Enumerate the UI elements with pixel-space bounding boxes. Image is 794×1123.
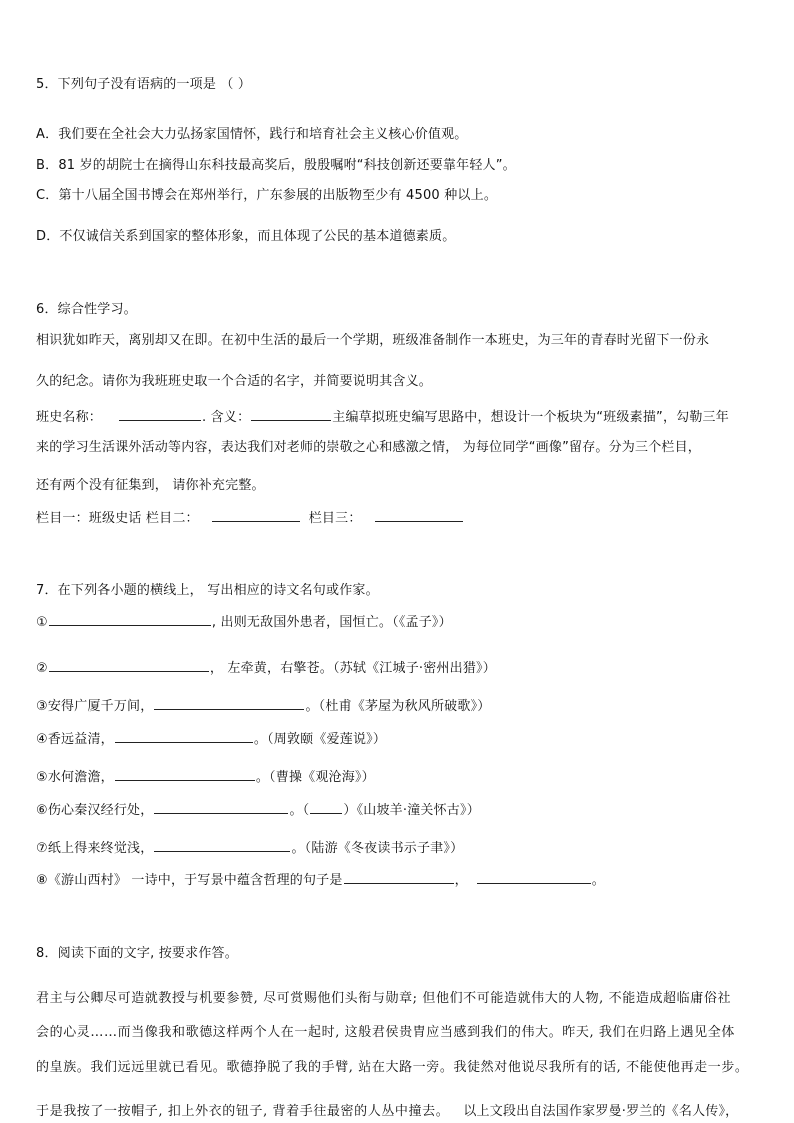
q8-passage-line-4 [36,1103,738,1121]
q8-passage-line-1: 君主与公卿尽可造就教授与机要参赞, 尽可赏赐他们头衔与勋章; 但他们不可能造就伟大的人物, 不能造成超临庸俗社 [36,991,732,1006]
q5-option-d: D．不仅诚信关系到国家的整体形象，而且体现了公民的基本道德素质。 [36,229,456,244]
poem-blank-7[interactable] [154,838,290,852]
source-note: 以上文段出自法国作家罗曼·罗兰的《名人传》， [463,1104,739,1119]
q6-complete-line: 还有两个没有征集到， 请你补充完整。 [36,478,265,493]
poem-blank-2[interactable] [49,658,209,672]
q7-item-4: ④香远益清， 。（周敦颐《爱莲说》） [36,729,386,749]
q5-stem: 5．下列句子没有语病的一项是 （ ） [36,77,252,92]
columns-text: 栏目一：班级史话 栏目二： [36,511,199,526]
poem-blank-8b[interactable] [477,870,591,884]
q8-stem: 8．阅读下面的文字, 按要求作答。 [36,946,238,961]
q7-item-5: ⑤水何澹澹， 。（曹操《观沧海》） [36,767,375,787]
q7-item-8: ⑧《游山西村》 一诗中，于写景中蕴含哲理的句子是 ， 。 [36,870,605,890]
q6-activities-line: 来的学习生活课外活动等内容，表达我们对老师的崇敬之心和感激之情， 为每位同学“画像”留存。分为三个栏目， [36,440,702,455]
q7-item-1: ① , 出则无敌国外患者，国恒亡。（《孟子》） [36,612,452,632]
q6-columns-line [36,508,464,528]
poem-blank-4[interactable] [115,729,253,743]
meaning-blank[interactable] [251,407,331,421]
poem-blank-5[interactable] [115,767,255,781]
q6-paragraph-line-2: 久的纪念。请你为我班班史取一个合适的名字，并简要说明其含义。 [36,374,433,389]
q7-item-2: ② ， 左牵黄，右擎苍。（苏轼《江城子·密州出猎》） [36,658,496,678]
poem-blank-3[interactable] [154,696,304,710]
q8-passage-line-2: 会的心灵……而当像我和歌德这样两个人在一起时, 这般君侯贵胄应当感到我们的伟大。昨天, 我们在归路上遇见全体 [36,1025,735,1040]
q7-item-3: ③安得广厦千万间， 。（杜甫《茅屋为秋风所破歌》） [36,696,490,716]
column-two-blank[interactable] [212,508,300,522]
poem-blank-8a[interactable] [344,870,454,884]
q5-option-a: A．我们要在全社会大力弘扬家国情怀，践行和培育社会主义核心价值观。 [36,127,468,142]
column-three-blank[interactable] [375,508,463,522]
q6-stem: 6．综合性学习。 [36,302,137,317]
meaning-label: . 含义： [202,410,251,425]
q6-paragraph-line-1: 相识犹如昨天，离别却又在即。在初中生活的最后一个学期，班级准备制作一本班史，为三年的青春时光留下一份永 [36,333,710,348]
q6-class-name-line [36,407,729,427]
poem-blank-1[interactable] [49,612,211,626]
poem-blank-6[interactable] [154,800,288,814]
q7-item-6: ⑥伤心秦汉经行处， 。（ ）《山坡羊·潼关怀古》） [36,800,480,820]
class-name-blank[interactable] [119,407,201,421]
q5-option-b: B．81 岁的胡院士在摘得山东科技最高奖后，殷殷嘱咐“科技创新还要靠年轻人”。 [36,158,516,173]
q7-stem: 7．在下列各小题的横线上， 写出相应的诗文名句或作家。 [36,583,379,598]
editor-plan-text: 主编草拟班史编写思路中，想设计一个板块为“班级素描”，勾勒三年 [332,410,729,425]
q8-passage-line-3: 的皇族。我们远远里就已看见。歌德挣脱了我的手臂, 站在大路一旁。我徒然对他说尽我所有的话, 不能使他再走一步。 [36,1060,749,1075]
passage-end: 于是我按了一按帽子, 扣上外衣的钮子, 背着手往最密的人丛中撞去。 [36,1104,450,1119]
q5-option-c: C．第十八届全国书博会在郑州举行，广东参展的出版物至少有 4500 种以上。 [36,188,498,203]
q7-item-7: ⑦纸上得来终觉浅， 。（陆游《冬夜读书示子聿》） [36,838,463,858]
author-blank[interactable] [310,800,342,814]
class-name-label: 班史名称： [36,410,103,425]
column-three-label: 栏目三： [308,511,362,526]
